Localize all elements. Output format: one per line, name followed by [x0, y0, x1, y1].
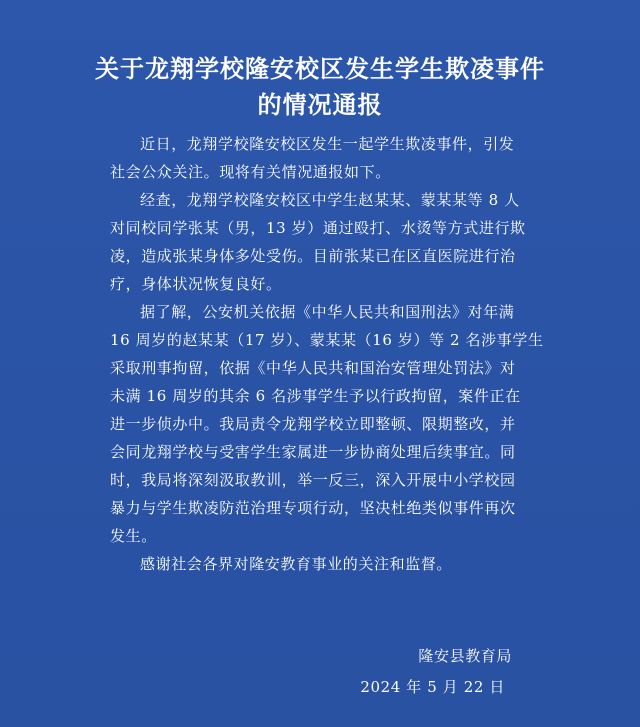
issue-date: 2024 年 5 月 22 日 [360, 678, 505, 696]
body-line: 感谢社会各界对隆安教育事业的关注和监督。 [140, 555, 453, 573]
body-line: 发生。 [110, 527, 157, 545]
body-line: 经查，龙翔学校隆安校区中学生赵某某、蒙某某等 8 人 [140, 191, 520, 209]
body-line: 采取刑事拘留，依据《中华人民共和国治安管理处罚法》对 [110, 359, 516, 377]
body-line: 16 周岁的赵某某（17 岁）、蒙某某（16 岁）等 2 名涉事学生 [110, 331, 544, 349]
issuing-organization: 隆安县教育局 [418, 647, 512, 665]
body-line: 进一步侦办中。我局责令龙翔学校立即整顿、限期整改，并 [110, 415, 516, 433]
body-line: 社会公众关注。现将有关情况通报如下。 [110, 163, 391, 181]
body-line: 据了解，公安机关依据《中华人民共和国刑法》对年满 [140, 303, 515, 321]
body-line: 未满 16 周岁的其余 6 名涉事学生予以行政拘留，案件正在 [110, 387, 521, 405]
body-line: 凌，造成张某身体多处受伤。目前张某已在区直医院进行治 [110, 247, 516, 265]
body-line: 暴力与学生欺凌防范治理专项行动，坚决杜绝类似事件再次 [110, 499, 516, 517]
notice-title-line-2: 的情况通报 [257, 91, 383, 119]
body-line: 疗，身体状况恢复良好。 [110, 275, 282, 293]
body-line: 近日，龙翔学校隆安校区发生一起学生欺凌事件，引发 [140, 135, 515, 153]
notice-body [110, 130, 550, 578]
body-line: 时，我局将深刻汲取教训，举一反三，深入开展中小学校园 [110, 471, 516, 489]
notice-title-line-1: 关于龙翔学校隆安校区发生学生欺凌事件 [95, 55, 545, 83]
body-line: 会同龙翔学校与受害学生家属进一步协商处理后续事宜。同 [110, 443, 516, 461]
body-line: 对同校同学张某（男，13 岁）通过殴打、水烫等方式进行欺 [110, 219, 526, 237]
